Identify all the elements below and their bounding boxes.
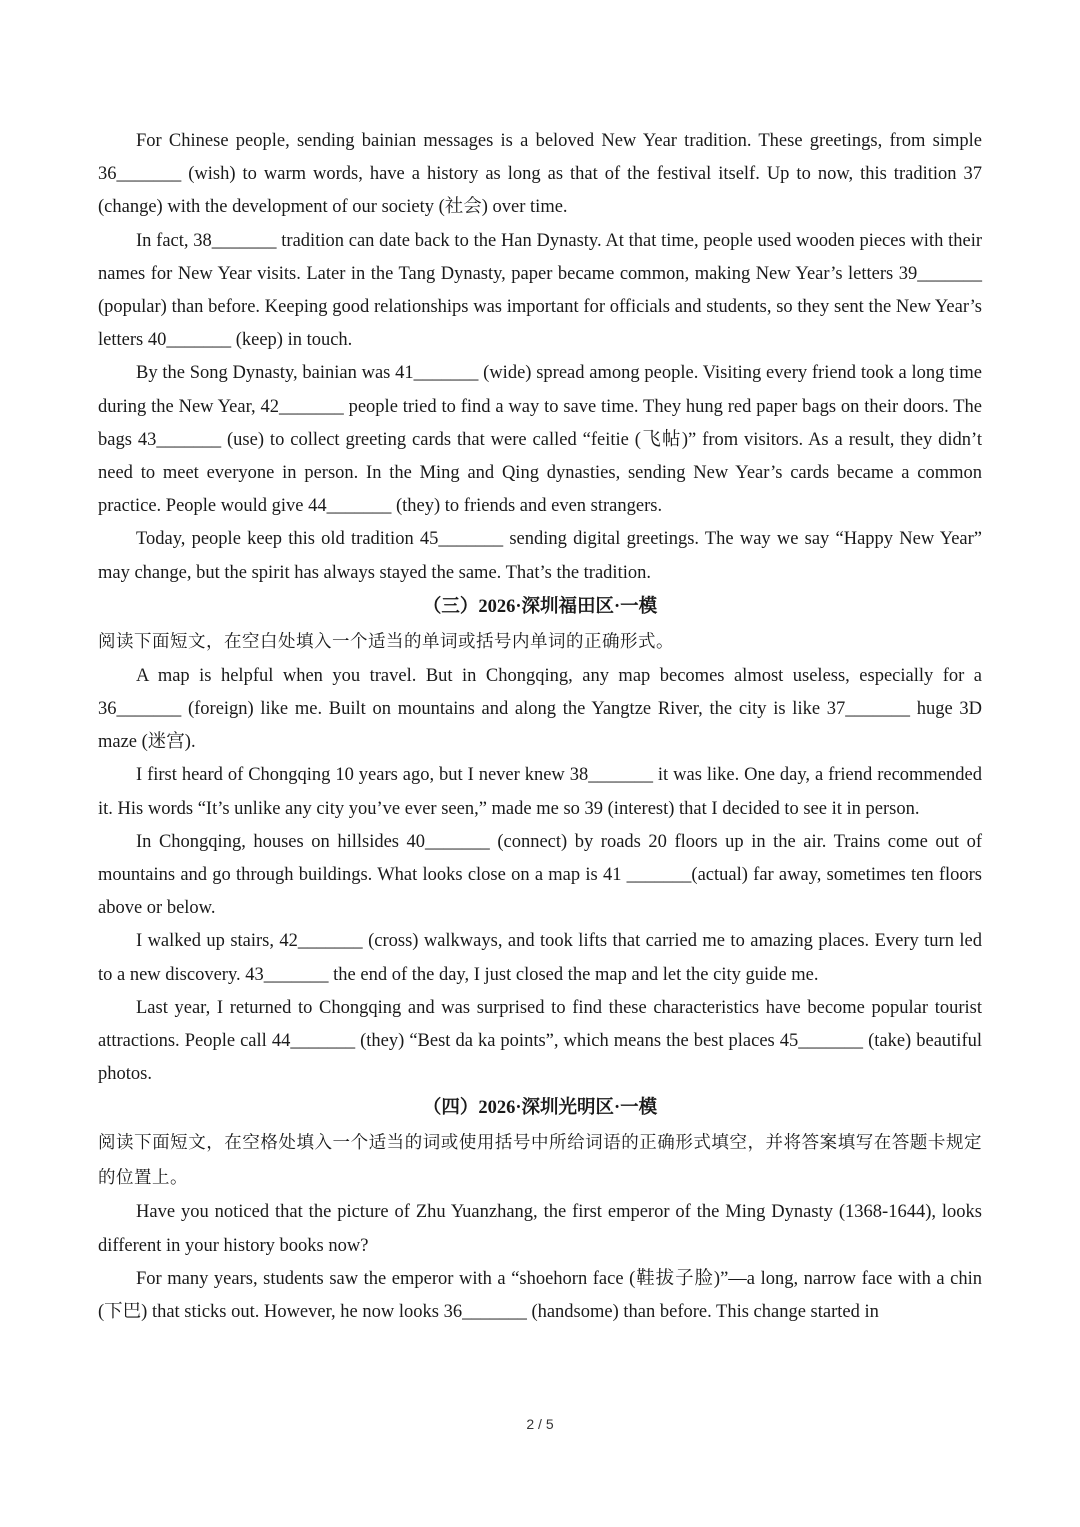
paragraph: Today, people keep this old tradition 45_______ sending digital greetings. The way we say “Happy New Year” may change, but the spirit has always stayed the same. That’s the tradition. (98, 529, 982, 583)
section-instruction: 阅读下面短文，在空白处填入一个适当的单词或括号内单词的正确形式。 (98, 631, 674, 652)
section-guangming (98, 1091, 982, 1329)
paragraph: Have you noticed that the picture of Zhu Yuanzhang, the first emperor of the Ming Dynasty (1368-1644), looks different in your history books now? (98, 1202, 982, 1256)
paragraph: By the Song Dynasty, bainian was 41_______ (wide) spread among people. Visiting every friend took a long time during the New Year, 42_______ people tried to find a way to save time. They hung red paper bags on their doors. The bags 43_______ (use) to collect greeting cards that were called “feitie (飞帖)” from visitors. As a result, they didn’t need to meet everyone in person. In the Ming and Qing dynasties, sending New Year’s cards became a common practice. People would give 44_______ (they) to friends and even strangers. (98, 363, 982, 517)
section-title: （三）2026·深圳福田区·一模 (422, 596, 658, 617)
paragraph: I first heard of Chongqing 10 years ago, but I never knew 38_______ it was like. One day, a friend recommended it. His words “It’s unlike any city you’ve ever seen,” made me so 39 (interest) that I decided to see it in person. (98, 765, 982, 819)
section-futian (98, 590, 982, 1092)
section-instruction: 阅读下面短文，在空格处填入一个适当的词或使用括号中所给词语的正确形式填空，并将答案填写在答题卡规定的位置上。 (98, 1133, 982, 1189)
paragraph: In fact, 38_______ tradition can date back to the Han Dynasty. At that time, people used wooden pieces with their names for New Year visits. Later in the Tang Dynasty, paper became common, making New Year’s letters 39_______ (popular) than before. Keeping good relationships was important for officials and students, so they sent the New Year’s letters 40_______ (keep) in touch. (98, 230, 982, 351)
paragraph: Last year, I returned to Chongqing and was surprised to find these characteristics have become popular tourist attractions. People call 44_______ (they) “Best da ka points”, which means the best places 45_______ (take) beautiful photos. (98, 997, 982, 1085)
paragraph: In Chongqing, houses on hillsides 40_______ (connect) by roads 20 floors up in the air. Trains come out of mountains and go through buildings. What looks close on a map is 41 _______(actual) far away, sometimes ten floors above or below. (98, 831, 982, 919)
section-title: （四）2026·深圳光明区·一模 (422, 1098, 658, 1119)
paragraph: I walked up stairs, 42_______ (cross) walkways, and took lifts that carried me to amazing places. Every turn led to a new discovery. 43_______ the end of the day, I just closed the map and let the city guide me. (98, 931, 982, 985)
document-page (98, 125, 982, 1329)
page-number: 2 / 5 (526, 1416, 554, 1432)
paragraph: For Chinese people, sending bainian messages is a beloved New Year tradition. These greetings, from simple 36_______ (wish) to warm words, have a history as long as that of the festival itself. Up to now, this tradition 37 (change) with the development of our society (社会) over time. (98, 131, 982, 218)
paragraph: A map is helpful when you travel. But in Chongqing, any map becomes almost useless, especially for a 36_______ (foreign) like me. Built on mountains and along the Yangtze River, the city is like 37_______ huge 3D maze (迷宫). (98, 665, 982, 753)
paragraph: For many years, students saw the emperor with a “shoehorn face (鞋拔子脸)”—a long, narrow face with a chin (下巴) that sticks out. However, he now looks 36_______ (handsome) than before. This change started in (98, 1268, 982, 1323)
passage-continued (98, 125, 982, 590)
